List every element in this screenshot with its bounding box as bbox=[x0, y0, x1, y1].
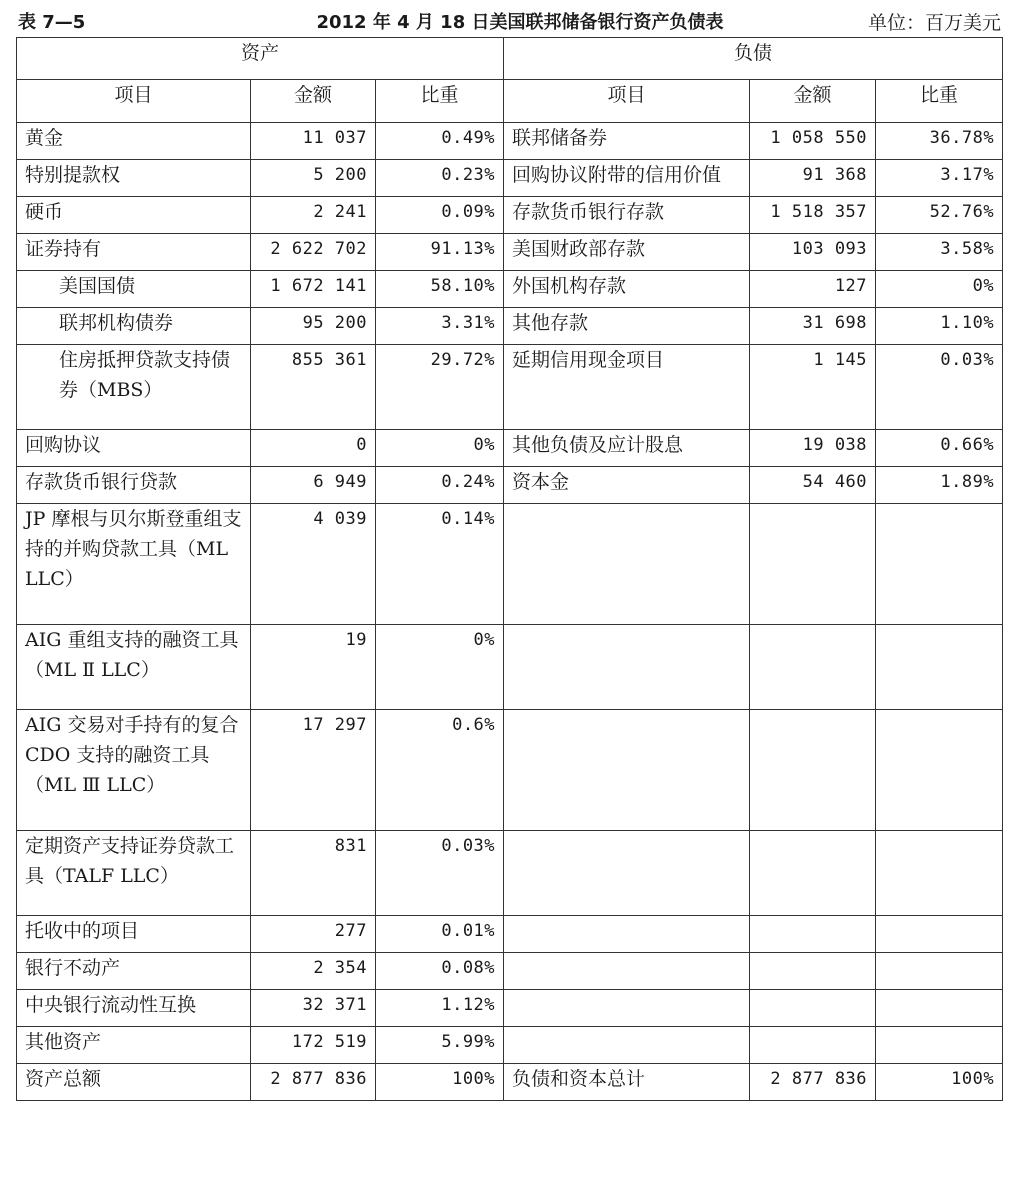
liability-share: 1.10% bbox=[876, 308, 1003, 345]
table-row bbox=[17, 430, 1003, 467]
asset-amount: 4 039 bbox=[251, 504, 376, 625]
asset-share: 58.10% bbox=[376, 271, 504, 308]
asset-item: 回购协议 bbox=[17, 430, 251, 467]
liability-share: 0% bbox=[876, 271, 1003, 308]
table-row bbox=[17, 504, 1003, 625]
asset-amount: 0 bbox=[251, 430, 376, 467]
table-row bbox=[17, 953, 1003, 990]
asset-share: 29.72% bbox=[376, 345, 504, 430]
liability-share: 52.76% bbox=[876, 197, 1003, 234]
liability-share: 0.03% bbox=[876, 345, 1003, 430]
liability-amount: 103 093 bbox=[750, 234, 876, 271]
asset-item: 硬币 bbox=[17, 197, 251, 234]
assets-total-amount: 2 877 836 bbox=[251, 1064, 376, 1101]
liability-item: 回购协议附带的信用价值 bbox=[504, 160, 750, 197]
liabilities-total-amount: 2 877 836 bbox=[750, 1064, 876, 1101]
liability-item: 资本金 bbox=[504, 467, 750, 504]
asset-item: 住房抵押贷款支持债券（MBS） bbox=[17, 345, 251, 430]
asset-item: 托收中的项目 bbox=[17, 916, 251, 953]
liability-item: 其他存款 bbox=[504, 308, 750, 345]
liability-amount: 19 038 bbox=[750, 430, 876, 467]
asset-share: 0.23% bbox=[376, 160, 504, 197]
asset-amount: 95 200 bbox=[251, 308, 376, 345]
empty-cell bbox=[750, 831, 876, 916]
asset-amount: 17 297 bbox=[251, 710, 376, 831]
empty-cell bbox=[750, 990, 876, 1027]
asset-item: 存款货币银行贷款 bbox=[17, 467, 251, 504]
liability-share: 1.89% bbox=[876, 467, 1003, 504]
liability-share: 3.58% bbox=[876, 234, 1003, 271]
table-row bbox=[17, 345, 1003, 430]
asset-share: 0.01% bbox=[376, 916, 504, 953]
asset-share: 1.12% bbox=[376, 990, 504, 1027]
liability-amount: 54 460 bbox=[750, 467, 876, 504]
table-row bbox=[17, 467, 1003, 504]
asset-item: 联邦机构债券 bbox=[17, 308, 251, 345]
liabilities-section-header: 负债 bbox=[504, 38, 1003, 80]
empty-cell bbox=[504, 953, 750, 990]
assets-share-header: 比重 bbox=[376, 80, 504, 123]
table-row bbox=[17, 1027, 1003, 1064]
empty-cell bbox=[750, 625, 876, 710]
asset-share: 0.03% bbox=[376, 831, 504, 916]
liability-amount: 127 bbox=[750, 271, 876, 308]
table-row bbox=[17, 990, 1003, 1027]
asset-share: 0.49% bbox=[376, 123, 504, 160]
liability-item: 延期信用现金项目 bbox=[504, 345, 750, 430]
table-row bbox=[17, 831, 1003, 916]
assets-total-label: 资产总额 bbox=[17, 1064, 251, 1101]
liability-amount: 1 518 357 bbox=[750, 197, 876, 234]
empty-cell bbox=[504, 916, 750, 953]
table-row bbox=[17, 308, 1003, 345]
liability-item: 联邦储备券 bbox=[504, 123, 750, 160]
assets-item-header: 项目 bbox=[17, 80, 251, 123]
asset-item: AIG 重组支持的融资工具（ML Ⅱ LLC） bbox=[17, 625, 251, 710]
asset-amount: 1 672 141 bbox=[251, 271, 376, 308]
empty-cell bbox=[876, 504, 1003, 625]
liabilities-item-header: 项目 bbox=[504, 80, 750, 123]
liabilities-share-header: 比重 bbox=[876, 80, 1003, 123]
asset-amount: 32 371 bbox=[251, 990, 376, 1027]
table-title: 2012 年 4 月 18 日美国联邦储备银行资产负债表 bbox=[316, 12, 724, 33]
empty-cell bbox=[876, 1027, 1003, 1064]
table-row bbox=[17, 160, 1003, 197]
asset-item: 定期资产支持证券贷款工具（TALF LLC） bbox=[17, 831, 251, 916]
table-number: 表 7—5 bbox=[18, 12, 86, 33]
asset-amount: 855 361 bbox=[251, 345, 376, 430]
asset-amount: 6 949 bbox=[251, 467, 376, 504]
liability-amount: 91 368 bbox=[750, 160, 876, 197]
empty-cell bbox=[504, 990, 750, 1027]
asset-share: 0.24% bbox=[376, 467, 504, 504]
table-row bbox=[17, 123, 1003, 160]
liability-item: 外国机构存款 bbox=[504, 271, 750, 308]
asset-amount: 2 622 702 bbox=[251, 234, 376, 271]
asset-share: 0% bbox=[376, 625, 504, 710]
asset-share: 0.14% bbox=[376, 504, 504, 625]
liability-share: 36.78% bbox=[876, 123, 1003, 160]
empty-cell bbox=[504, 625, 750, 710]
asset-amount: 172 519 bbox=[251, 1027, 376, 1064]
asset-item: 黄金 bbox=[17, 123, 251, 160]
empty-cell bbox=[876, 916, 1003, 953]
empty-cell bbox=[876, 831, 1003, 916]
asset-item: 其他资产 bbox=[17, 1027, 251, 1064]
table-row bbox=[17, 710, 1003, 831]
table-caption bbox=[0, 0, 1019, 40]
asset-share: 91.13% bbox=[376, 234, 504, 271]
liability-share: 0.66% bbox=[876, 430, 1003, 467]
empty-cell bbox=[750, 953, 876, 990]
asset-share: 3.31% bbox=[376, 308, 504, 345]
asset-item: 美国国债 bbox=[17, 271, 251, 308]
asset-share: 0% bbox=[376, 430, 504, 467]
table-row bbox=[17, 271, 1003, 308]
asset-amount: 11 037 bbox=[251, 123, 376, 160]
empty-cell bbox=[876, 710, 1003, 831]
empty-cell bbox=[750, 710, 876, 831]
asset-amount: 19 bbox=[251, 625, 376, 710]
empty-cell bbox=[504, 831, 750, 916]
liability-share: 3.17% bbox=[876, 160, 1003, 197]
asset-share: 0.6% bbox=[376, 710, 504, 831]
table-row bbox=[17, 234, 1003, 271]
asset-item: 中央银行流动性互换 bbox=[17, 990, 251, 1027]
asset-amount: 5 200 bbox=[251, 160, 376, 197]
liabilities-amount-header: 金额 bbox=[750, 80, 876, 123]
asset-item: 特别提款权 bbox=[17, 160, 251, 197]
totals-row bbox=[17, 1064, 1003, 1101]
asset-amount: 831 bbox=[251, 831, 376, 916]
liabilities-total-label: 负债和资本总计 bbox=[504, 1064, 750, 1101]
liability-amount: 31 698 bbox=[750, 308, 876, 345]
liabilities-total-share: 100% bbox=[876, 1064, 1003, 1101]
empty-cell bbox=[504, 710, 750, 831]
assets-amount-header: 金额 bbox=[251, 80, 376, 123]
liability-item: 存款货币银行存款 bbox=[504, 197, 750, 234]
empty-cell bbox=[750, 504, 876, 625]
table-row bbox=[17, 625, 1003, 710]
table-unit: 单位：百万美元 bbox=[867, 12, 1001, 34]
asset-item: 证券持有 bbox=[17, 234, 251, 271]
empty-cell bbox=[876, 953, 1003, 990]
liability-amount: 1 145 bbox=[750, 345, 876, 430]
empty-cell bbox=[750, 1027, 876, 1064]
asset-share: 0.08% bbox=[376, 953, 504, 990]
empty-cell bbox=[876, 625, 1003, 710]
empty-cell bbox=[504, 504, 750, 625]
empty-cell bbox=[504, 1027, 750, 1064]
liability-item: 美国财政部存款 bbox=[504, 234, 750, 271]
table-row bbox=[17, 916, 1003, 953]
asset-amount: 277 bbox=[251, 916, 376, 953]
asset-amount: 2 354 bbox=[251, 953, 376, 990]
balance-sheet-table bbox=[16, 37, 1003, 1101]
empty-cell bbox=[876, 990, 1003, 1027]
asset-share: 0.09% bbox=[376, 197, 504, 234]
asset-item: 银行不动产 bbox=[17, 953, 251, 990]
empty-cell bbox=[750, 916, 876, 953]
asset-share: 5.99% bbox=[376, 1027, 504, 1064]
asset-amount: 2 241 bbox=[251, 197, 376, 234]
assets-total-share: 100% bbox=[376, 1064, 504, 1101]
liability-item: 其他负债及应计股息 bbox=[504, 430, 750, 467]
asset-item: JP 摩根与贝尔斯登重组支持的并购贷款工具（ML LLC） bbox=[17, 504, 251, 625]
assets-section-header: 资产 bbox=[17, 38, 504, 80]
asset-item: AIG 交易对手持有的复合 CDO 支持的融资工具（ML Ⅲ LLC） bbox=[17, 710, 251, 831]
table-row bbox=[17, 197, 1003, 234]
liability-amount: 1 058 550 bbox=[750, 123, 876, 160]
